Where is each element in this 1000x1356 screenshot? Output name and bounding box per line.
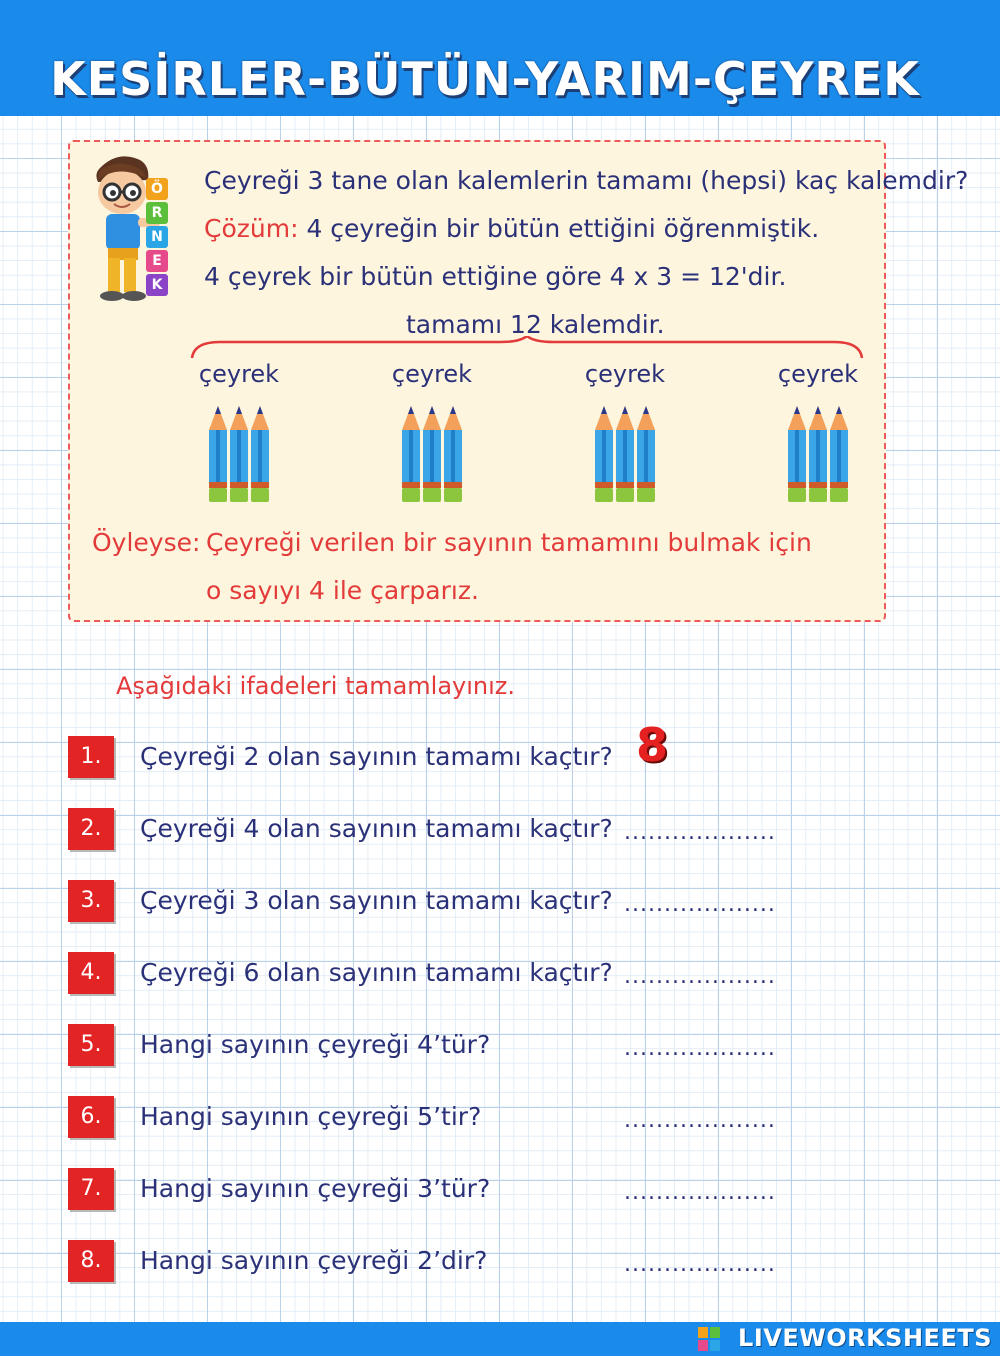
solution-line [204,214,819,243]
calculation-line: 4 çeyrek bir bütün ettiğine göre 4 x 3 = 12'dir. [204,262,787,291]
badge-letter: Ö [146,178,168,200]
pencils-icon [593,406,657,504]
pencil-icon [209,406,227,502]
example-question: Çeyreği 3 tane olan kalemlerin tamamı (hepsi) kaç kalemdir? [204,166,969,195]
question-text: Hangi sayının çeyreği 3’tür? [140,1174,491,1203]
pencil-group [377,360,487,504]
question-text: Çeyreği 6 olan sayının tamamı kaçtır? [140,958,613,987]
pencils-icon [786,406,850,504]
pencil-group [184,360,294,504]
question-text: Çeyreği 3 olan sayının tamamı kaçtır? [140,886,613,915]
pencil-group [763,360,873,504]
pencil-group [570,360,680,504]
conclusion-text-2: o sayıyı 4 ile çarparız. [206,576,479,605]
answer-field[interactable]: 8 [636,718,669,772]
instructions: Aşağıdaki ifadeleri tamamlayınız. [116,672,516,700]
answer-field[interactable]: ................... [624,820,776,845]
pencil-icon [595,406,613,502]
pencil-icon [423,406,441,502]
answer-field[interactable]: ................... [624,1108,776,1133]
answer-field[interactable]: ................... [624,1180,776,1205]
badge-letter: N [146,226,168,248]
question-text: Çeyreği 2 olan sayının tamamı kaçtır? [140,742,613,771]
question-number: 5. [68,1024,114,1066]
question-number: 2. [68,808,114,850]
brand-name[interactable]: LIVEWORKSHEETS [738,1324,992,1352]
solution-label: Çözüm: [204,214,299,243]
answer-field[interactable]: ................... [624,1252,776,1277]
total-label: tamamı 12 kalemdir. [406,310,665,339]
pencils-icon [207,406,271,504]
conclusion-label: Öyleyse: [92,528,201,557]
group-label: çeyrek [777,360,859,388]
answer-field[interactable]: ................... [624,892,776,917]
question-number: 6. [68,1096,114,1138]
solution-text: 4 çeyreğin bir bütün ettiğini öğrenmiştik. [306,214,820,243]
pencil-icon [809,406,827,502]
group-label: çeyrek [584,360,666,388]
question-number: 1. [68,736,114,778]
answer-field[interactable]: ................... [624,964,776,989]
question-number: 3. [68,880,114,922]
badge-letter: E [146,250,168,272]
pencil-icon [637,406,655,502]
pencil-icon [616,406,634,502]
ornek-badge [146,178,170,298]
pencil-icon [402,406,420,502]
page-title: KESİRLER-BÜTÜN-YARIM-ÇEYREK [50,52,920,106]
group-label: çeyrek [198,360,280,388]
question-text: Hangi sayının çeyreği 5’tir? [140,1102,482,1131]
curly-brace [190,336,864,360]
question-text: Çeyreği 4 olan sayının tamamı kaçtır? [140,814,613,843]
question-text: Hangi sayının çeyreği 2’dir? [140,1246,488,1275]
question-number: 4. [68,952,114,994]
badge-letter: R [146,202,168,224]
liveworksheets-logo-icon [698,1327,720,1351]
group-label: çeyrek [391,360,473,388]
question-text: Hangi sayının çeyreği 4’tür? [140,1030,491,1059]
pencil-icon [251,406,269,502]
pencils-icon [400,406,464,504]
pencil-icon [788,406,806,502]
answer-field[interactable]: ................... [624,1036,776,1061]
question-number: 7. [68,1168,114,1210]
pencil-icon [830,406,848,502]
question-number: 8. [68,1240,114,1282]
pencil-icon [230,406,248,502]
conclusion-text-1: Çeyreği verilen bir sayının tamamını bulmak için [206,528,812,557]
badge-letter: K [146,274,168,296]
pencil-icon [444,406,462,502]
